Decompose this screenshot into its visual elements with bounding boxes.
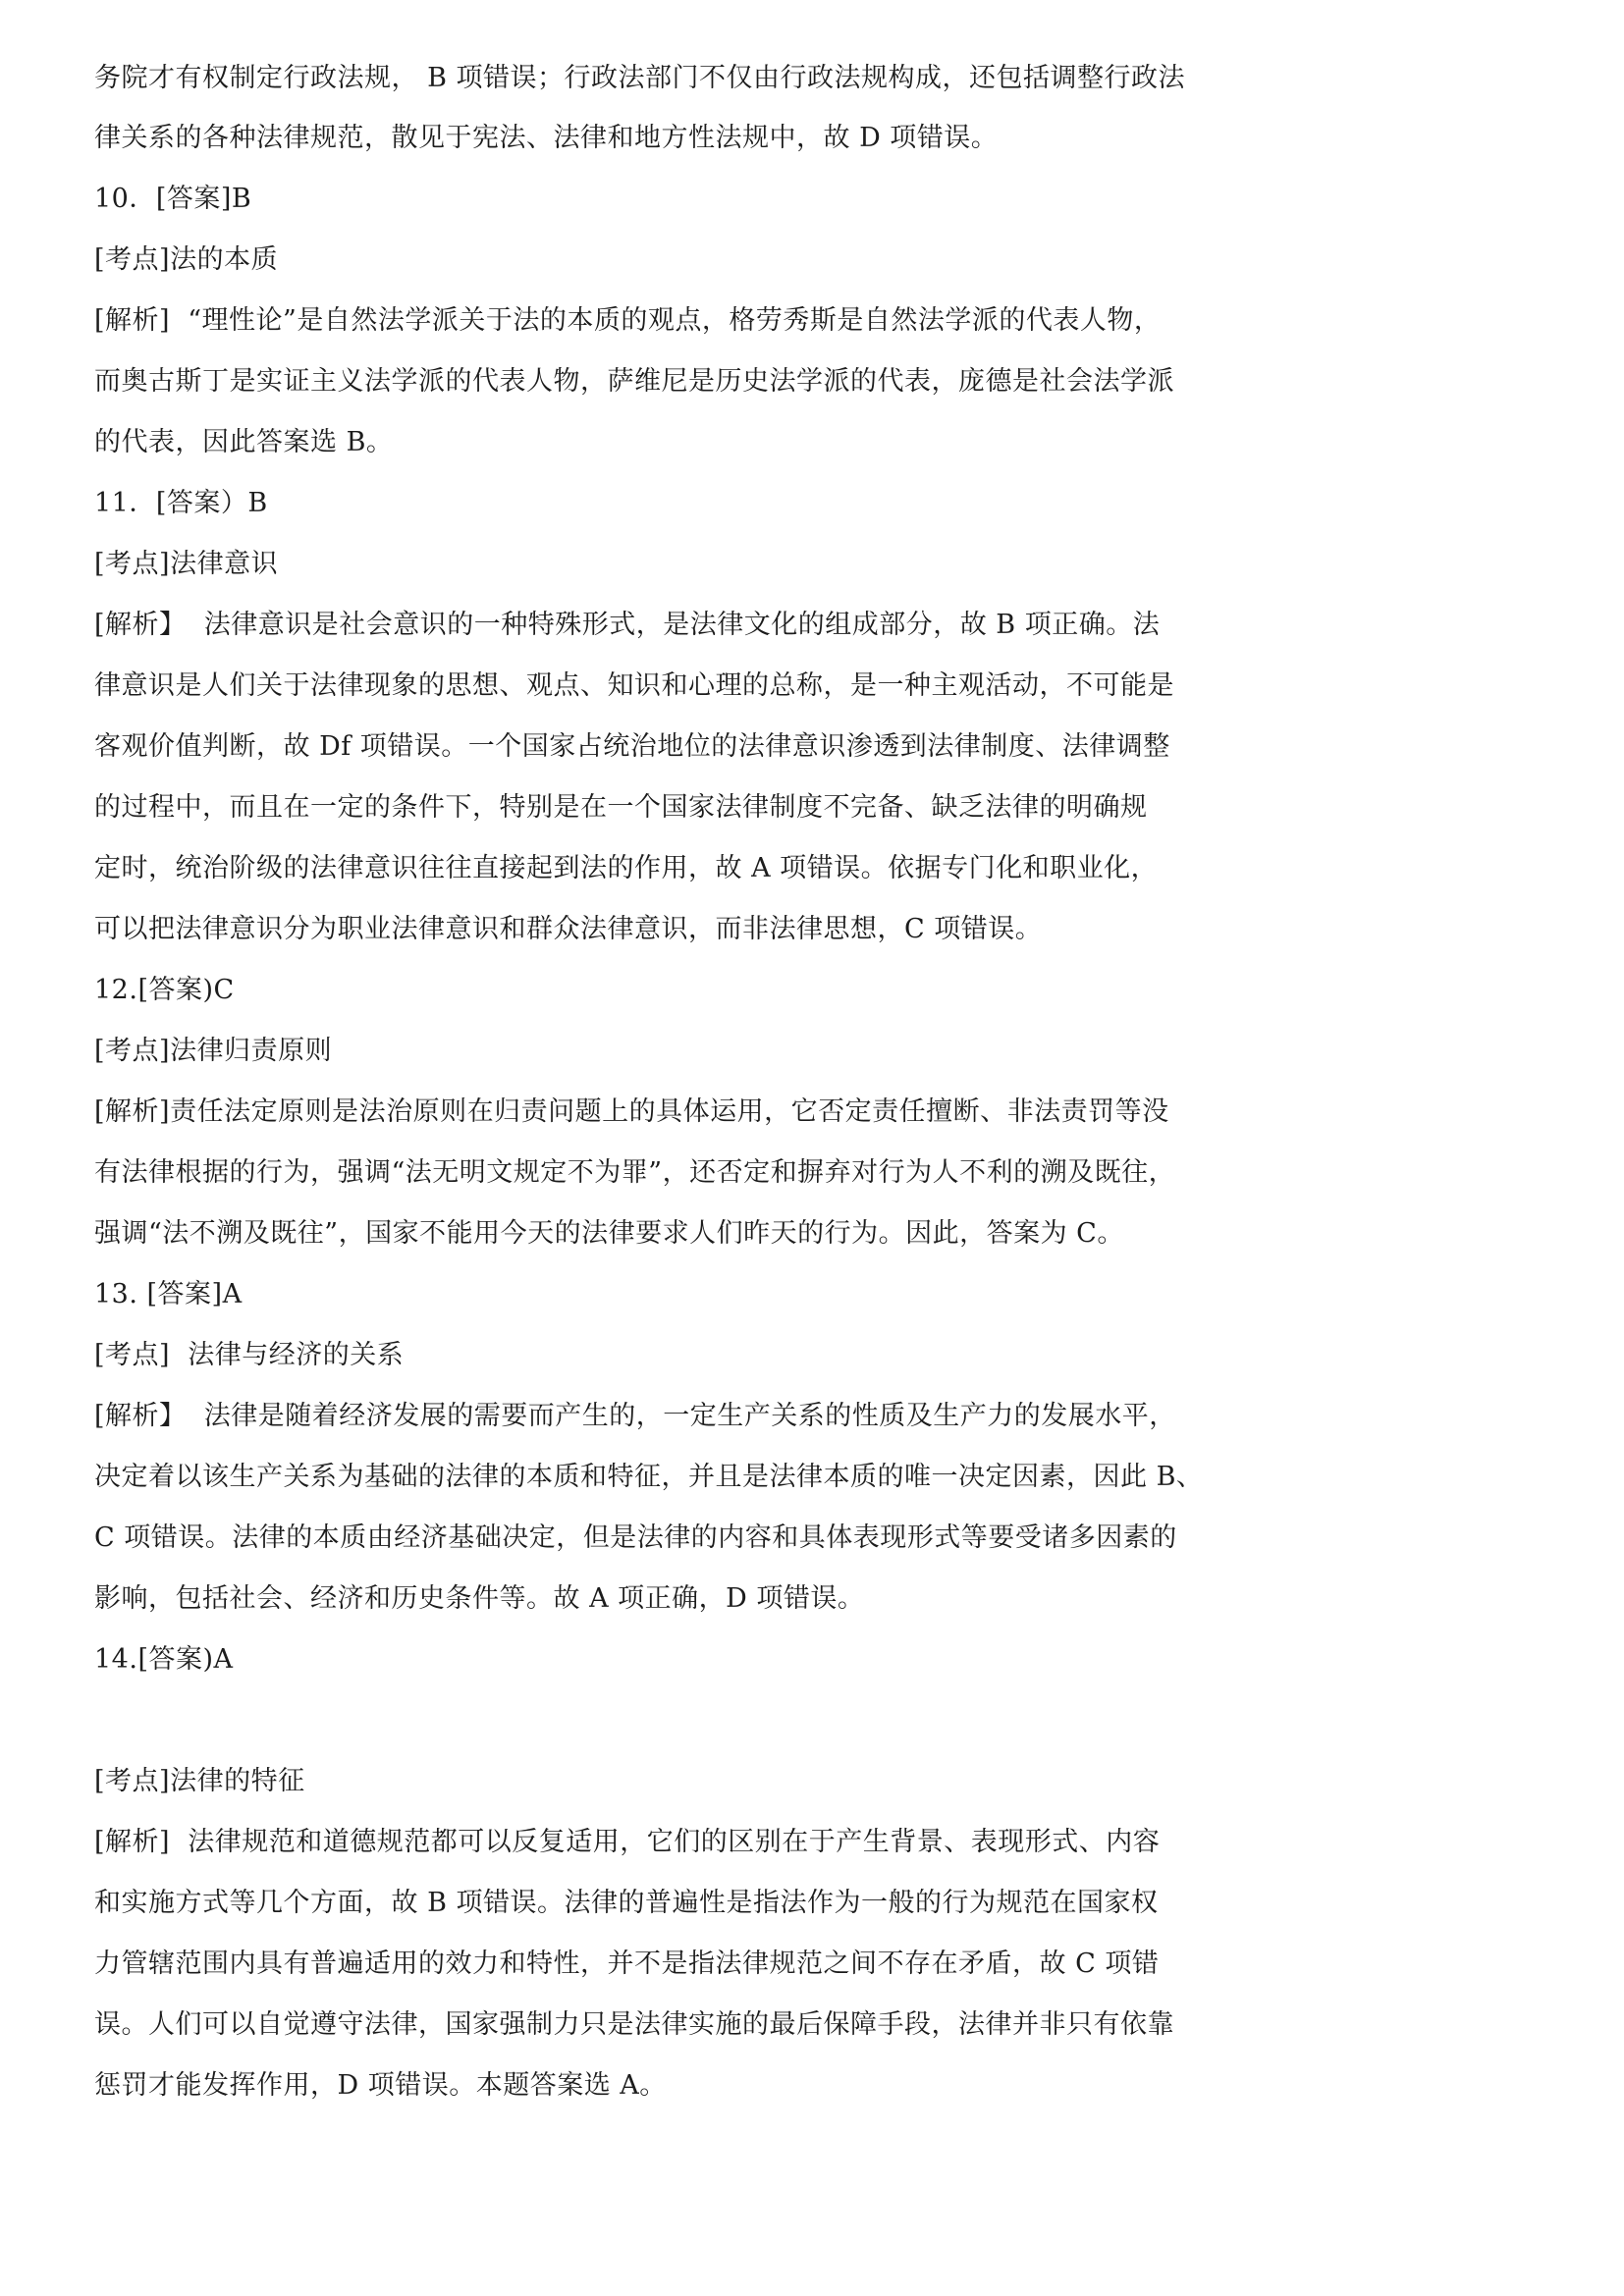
text-line: 务院才有权制定行政法规， B 项错误；行政法部门不仅由行政法规构成，还包括调整行政法 [94, 63, 1186, 93]
topic-heading: [考点]法律归责原则 [94, 1036, 333, 1066]
text-line: 而奥古斯丁是实证主义法学派的代表人物，萨维尼是历史法学派的代表，庞德是社会法学派 [94, 366, 1174, 397]
text-line: 客观价值判断，故 Df 项错误。一个国家占统治地位的法律意识渗透到法律制度、法律调整 [94, 731, 1170, 762]
topic-heading: [考点]法律意识 [94, 549, 279, 579]
text-line: [解析】 法律是随着经济发展的需要而产生的，一定生产关系的性质及生产力的发展水平， [94, 1401, 1176, 1431]
text-line: 惩罚才能发挥作用，D 项错误。本题答案选 A。 [94, 2070, 667, 2101]
text-line: 决定着以该生产关系为基础的法律的本质和特征，并且是法律本质的唯一决定因素，因此 B、 [94, 1462, 1204, 1492]
text-line: 定时，统治阶级的法律意识往往直接起到法的作用，故 A 项错误。依据专门化和职业化， [94, 853, 1159, 883]
text-line: 的代表，因此答案选 B。 [94, 427, 394, 457]
topic-heading: [考点]法律的特征 [94, 1766, 305, 1796]
text-line: 律关系的各种法律规范，散见于宪法、法律和地方性法规中，故 D 项错误。 [94, 123, 999, 153]
text-line: 有法律根据的行为，强调“法无明文规定不为罪”，还否定和摒弃对行为人不利的溯及既往， [94, 1157, 1176, 1188]
text-line: 律意识是人们关于法律现象的思想、观点、知识和心理的总称，是一种主观活动，不可能是 [94, 670, 1174, 701]
text-line: 强调“法不溯及既往”，国家不能用今天的法律要求人们昨天的行为。因此，答案为 C。 [94, 1218, 1124, 1249]
answer-heading: 12.[答案)C [94, 975, 235, 1005]
text-line: 误。人们可以自觉遵守法律，国家强制力只是法律实施的最后保障手段，法律并非只有依靠 [94, 2009, 1174, 2040]
answer-heading: 14.[答案)A [94, 1644, 234, 1675]
text-line: [解析]责任法定原则是法治原则在归责问题上的具体运用，它否定责任擅断、非法责罚等没 [94, 1096, 1169, 1127]
text-line: [解析] “理性论”是自然法学派关于法的本质的观点，格劳秀斯是自然法学派的代表人物， [94, 305, 1162, 336]
text-line: 可以把法律意识分为职业法律意识和群众法律意识，而非法律思想，C 项错误。 [94, 914, 1043, 944]
text-line: 力管辖范围内具有普遍适用的效力和特性，并不是指法律规范之间不存在矛盾，故 C 项错 [94, 1949, 1160, 1979]
topic-heading: [考点]法的本质 [94, 244, 279, 275]
text-line: [解析] 法律规范和道德规范都可以反复适用，它们的区别在于产生背景、表现形式、内容 [94, 1827, 1161, 1857]
text-line: 和实施方式等几个方面，故 B 项错误。法律的普遍性是指法作为一般的行为规范在国家权 [94, 1888, 1159, 1918]
text-line: C 项错误。法律的本质由经济基础决定，但是法律的内容和具体表现形式等要受诸多因素的 [94, 1522, 1177, 1553]
answer-heading: 11．[答案）B [94, 488, 268, 518]
text-line: 影响，包括社会、经济和历史条件等。故 A 项正确，D 项错误。 [94, 1583, 865, 1614]
text-line: 的过程中，而且在一定的条件下，特别是在一个国家法律制度不完备、缺乏法律的明确规 [94, 792, 1148, 823]
topic-heading: [考点] 法律与经济的关系 [94, 1340, 405, 1370]
answer-heading: 13. [答案]A [94, 1279, 243, 1309]
answer-heading: 10．[答案]B [94, 184, 252, 214]
text-line: [解析】 法律意识是社会意识的一种特殊形式，是法律文化的组成部分，故 B 项正确。法 [94, 610, 1161, 640]
